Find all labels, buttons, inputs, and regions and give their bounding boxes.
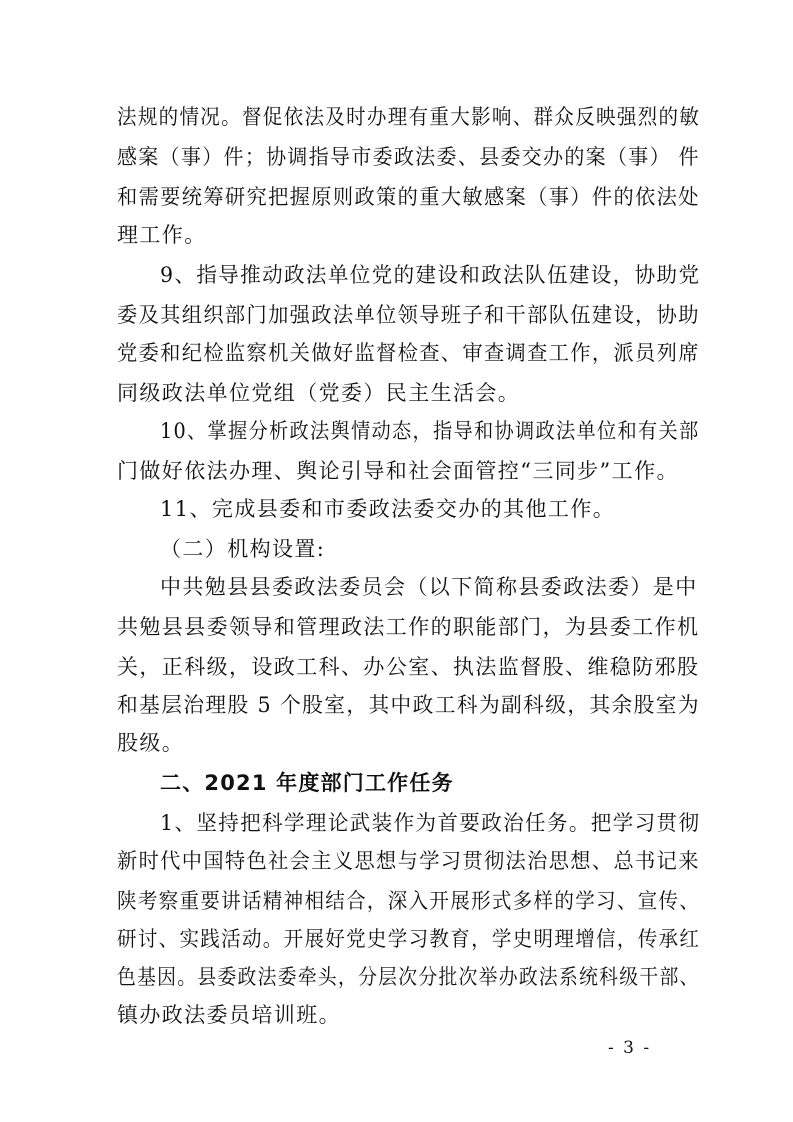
text-line-5: 9、指导推动政法单位党的建设和政法队伍建设，协助党: [160, 263, 701, 287]
text-line-3: 和需要统筹研究把握原则政策的重大敏感案（事）件的依法处: [117, 185, 700, 209]
text-line-20: 新时代中国特色社会主义思想与学习贯彻法治思想、总书记来: [117, 849, 700, 873]
text-line-8: 同级政法单位党组（党委）民主生活会。: [117, 381, 521, 405]
text-line-22: 研讨、实践活动。开展好党史学习教育，学史明理增信，传承红: [117, 927, 701, 951]
text-line-2: 感案（事）件；协调指导市委政法委、县委交办的案（事） 件: [117, 145, 700, 169]
text-line-14: 共勉县县委领导和管理政法工作的职能部门，为县委工作机: [117, 615, 700, 639]
text-line-11: 11、完成县委和市委政法委交办的其他工作。: [160, 497, 616, 521]
text-line-24: 镇办政法委员培训班。: [117, 1003, 341, 1027]
text-line-7: 党委和纪检监察机关做好监督检查、审查调查工作，派员列席: [117, 341, 700, 365]
text-line-23: 色基因。县委政法委牵头，分层次分批次举办政法系统科级干部、: [117, 965, 700, 989]
text-line-9: 10、掌握分析政法舆情动态，指导和协调政法单位和有关部: [160, 419, 700, 443]
section-heading: 二、2021 年度部门工作任务: [160, 771, 454, 795]
text-line-19: 1、坚持把科学理论武装作为首要政治任务。把学习贯彻: [160, 811, 701, 835]
text-line-15: 关，正科级，设政工科、办公室、执法监督股、维稳防邪股: [117, 655, 700, 679]
section-subheading: （二）机构设置:: [160, 537, 326, 561]
text-line-21: 陕考察重要讲话精神相结合，深入开展形式多样的学习、宣传、: [117, 889, 701, 913]
text-line-16: 和基层治理股 5 个股室，其中政工科为副科级，其余股室为: [117, 693, 700, 717]
text-line-13: 中共勉县县委政法委员会（以下简称县委政法委）是中: [160, 575, 698, 599]
text-line-6: 委及其组织部门加强政法单位领导班子和干部队伍建设，协助: [117, 303, 700, 327]
text-line-17: 股级。: [117, 731, 185, 755]
page-number: - 3 -: [608, 1038, 652, 1058]
text-line-10: 门做好依法办理、舆论引导和社会面管控“三同步”工作。: [117, 459, 679, 483]
text-line-4: 理工作。: [117, 223, 207, 247]
text-line-1: 法规的情况。督促依法及时办理有重大影响、群众反映强烈的敏: [117, 105, 701, 129]
